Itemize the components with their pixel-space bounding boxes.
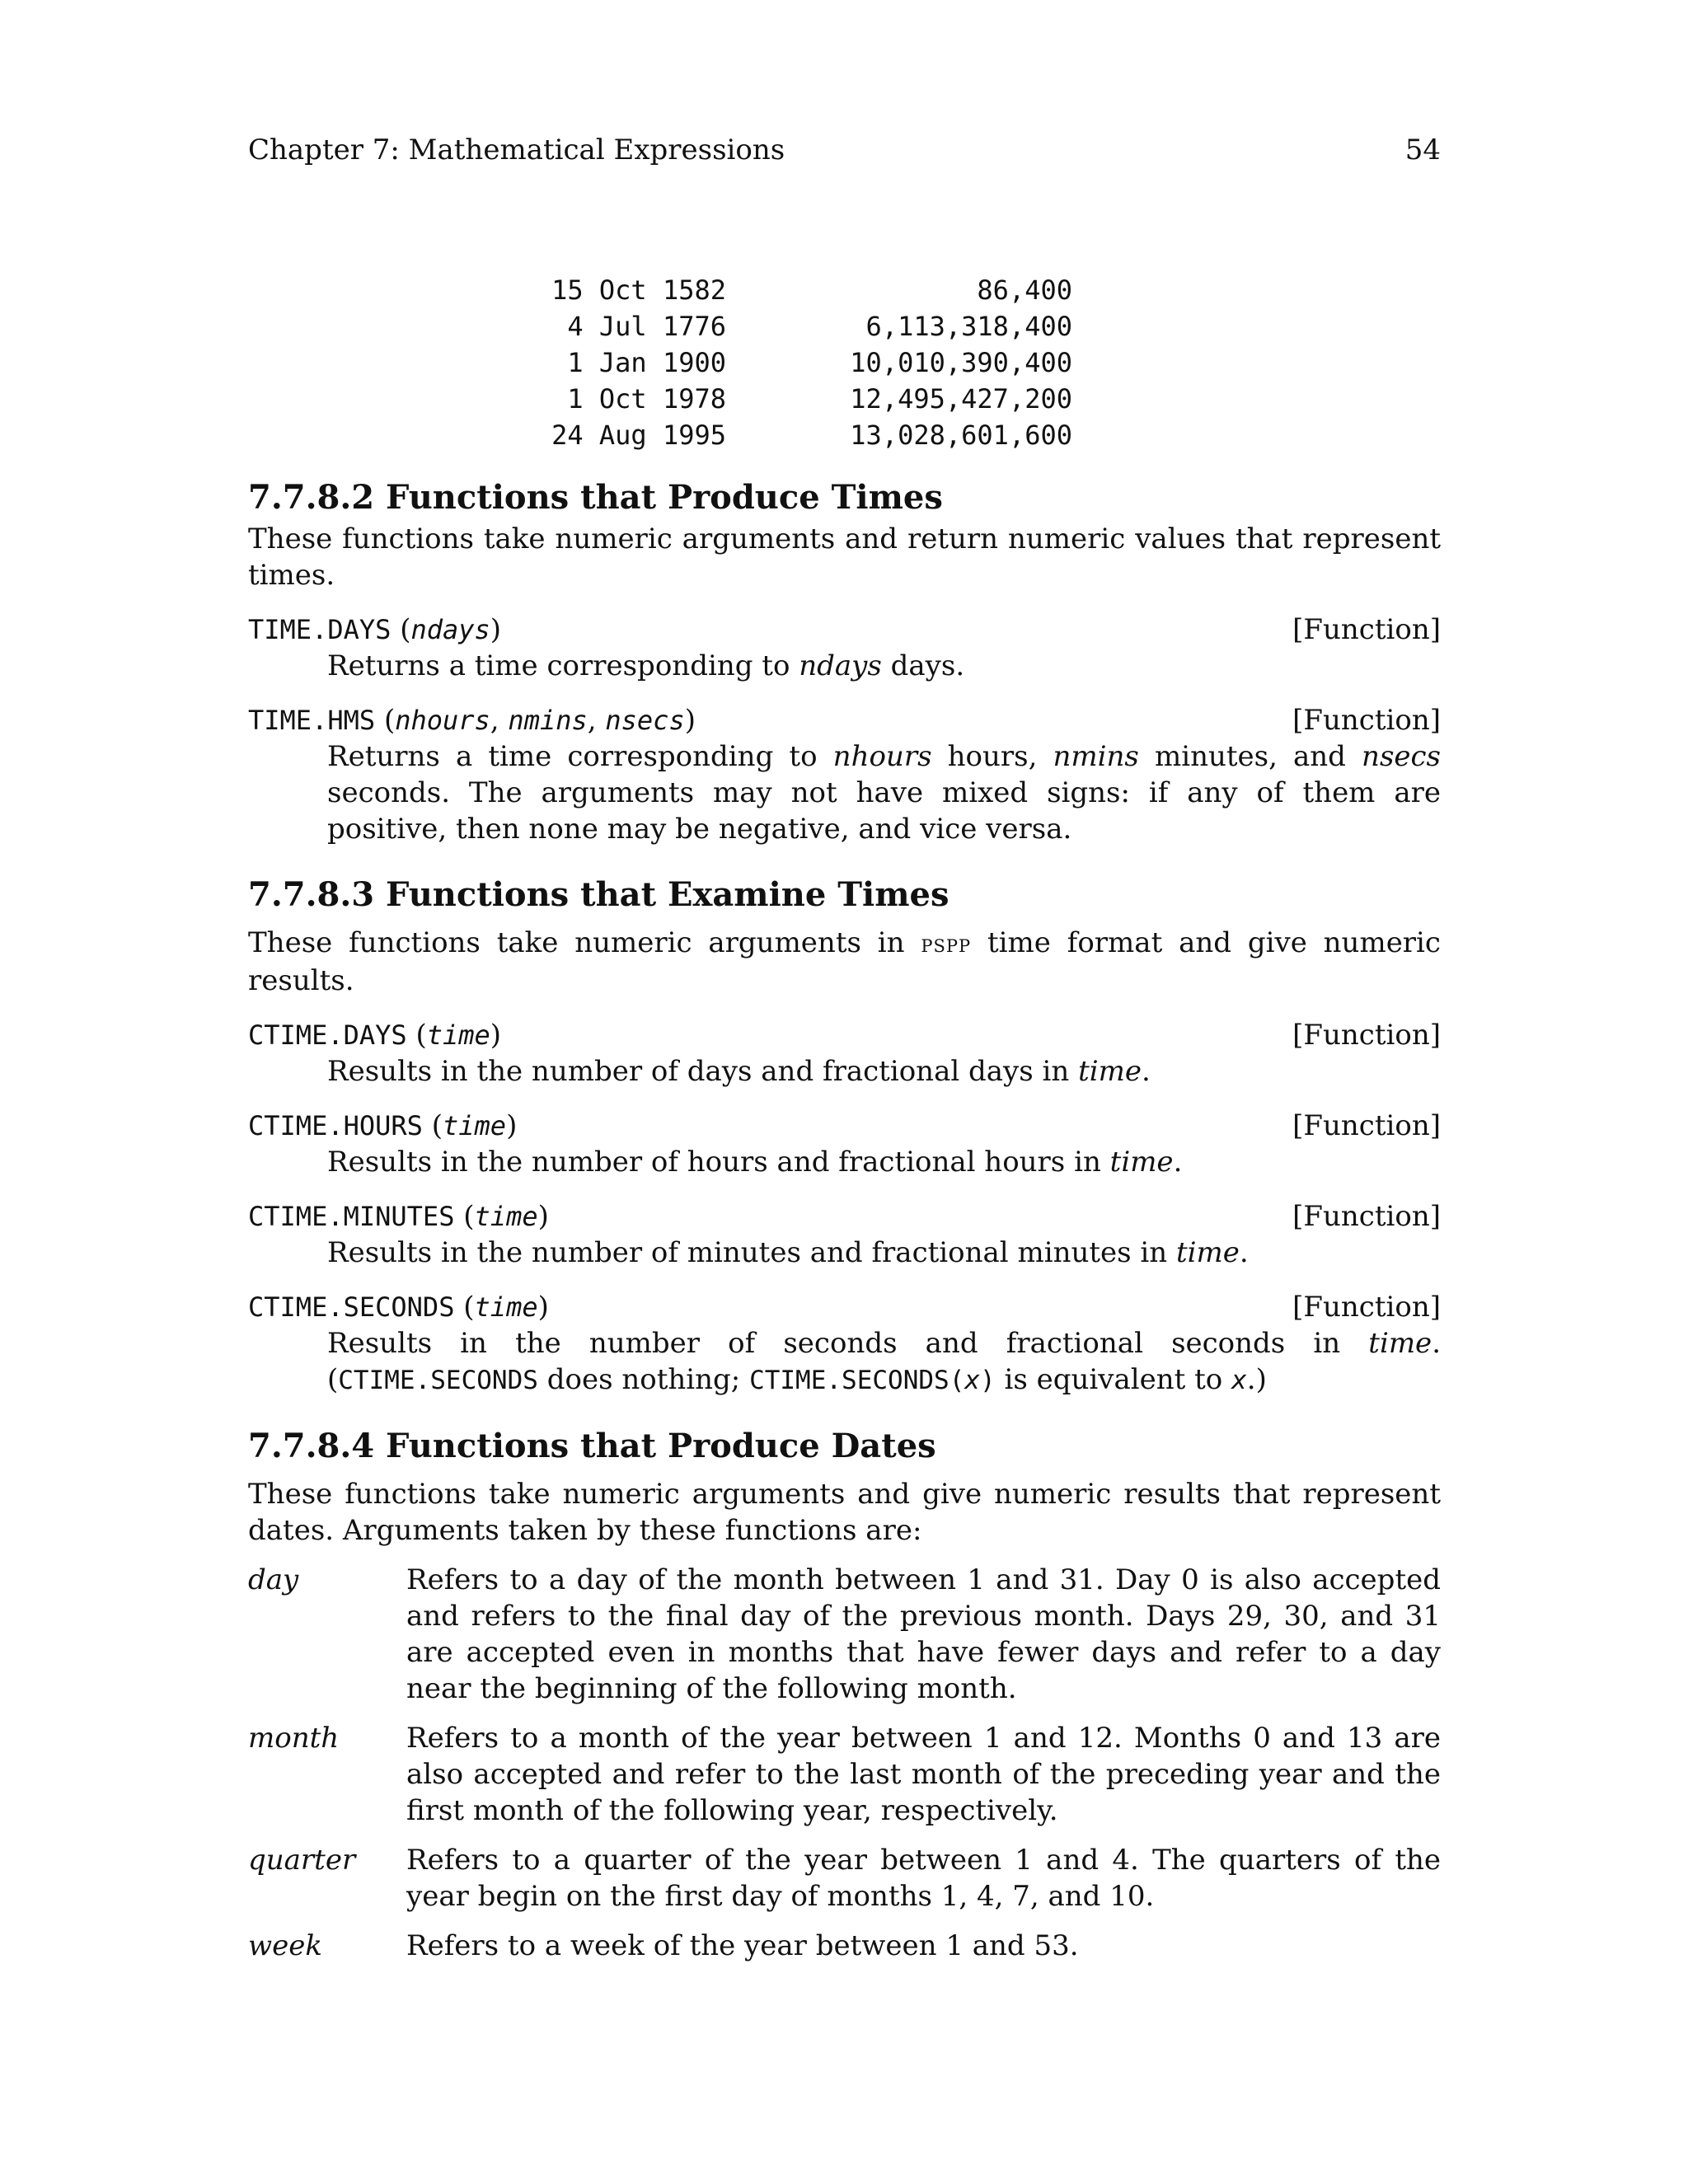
table-cell-date: 4 Jul 1776 [567, 311, 726, 342]
table-row [537, 417, 1072, 453]
section-produce-times [248, 475, 1441, 847]
section-heading: 7.7.8.2 Functions that Produce Times [248, 478, 943, 517]
function-name: TIME.HMS [248, 705, 376, 736]
function-name: CTIME.DAYS [248, 1019, 407, 1051]
term-name: month [248, 1722, 340, 1755]
table-cell-seconds: 6,113,318,400 [865, 311, 1072, 342]
chapter-title: Chapter 7: Mathematical Expressions [248, 134, 785, 166]
function-args: time [443, 1110, 507, 1141]
function-name: TIME.DAYS [248, 614, 392, 645]
term-name: day [248, 1563, 299, 1596]
table-cell-seconds: 10,010,390,400 [850, 347, 1072, 378]
function-definition: CTIME.HOURS (time) [Function] Results in the number of hours and fractional hours in time. [248, 1109, 1441, 1179]
main-content [248, 475, 1441, 1977]
function-definition: CTIME.SECONDS (time) [Function] Results in the number of seconds and fractional seconds in time. (CTIME.SECONDS does nothing; CTIME.SECONDS(x) is equivalent to x.) [248, 1289, 1441, 1399]
term-description: Refers to a week of the year between 1 and 53. [406, 1929, 1079, 1962]
function-definition: CTIME.MINUTES (time) [Function] Results in the number of minutes and fractional minutes in time. [248, 1200, 1441, 1269]
function-kind-label: [Function] [1292, 704, 1441, 737]
section-examine-times [248, 872, 1441, 1399]
term-description: Refers to a quarter of the year between 1 and 4. The quarters of the year begin on the first day of months 1, 4, 7, and 10. [406, 1844, 1441, 1913]
argument-list [248, 1562, 1441, 1964]
list-item [248, 1928, 1441, 1964]
function-args: time [474, 1201, 538, 1232]
function-args: time [474, 1291, 538, 1323]
document-page [248, 0, 1441, 2184]
function-arg: nhours [395, 705, 490, 736]
function-description: Returns a time corresponding to nhours hours, nmins minutes, and nsecs seconds. The arguments may not have mixed signs: if any of them are positive, then none may be negative, and vice versa. [327, 740, 1442, 846]
function-kind-label: [Function] [1292, 1109, 1441, 1142]
function-kind-label: [Function] [1292, 1200, 1441, 1233]
table-cell-seconds: 12,495,427,200 [850, 383, 1072, 415]
function-description: Results in the number of days and fractional days in time. [327, 1055, 1151, 1088]
function-name: CTIME.HOURS [248, 1110, 423, 1141]
function-name: CTIME.SECONDS [248, 1291, 455, 1323]
list-item [248, 1562, 1441, 1707]
function-definition: CTIME.DAYS (time) [Function] Results in the number of days and fractional days in time. [248, 1019, 1441, 1088]
table-row [537, 381, 1072, 417]
term-name: week [248, 1929, 322, 1962]
table-cell-date: 24 Aug 1995 [551, 419, 726, 451]
table-cell-date: 1 Oct 1978 [567, 383, 726, 415]
function-definition: TIME.HMS (nhours, nmins, nsecs) [Function] Returns a time corresponding to nhours hours, nmins minutes, and nsecs seconds. The arguments may not have mixed signs: if any of them are positive, then none may be negative, and vice versa. [248, 704, 1442, 846]
function-kind-label: [Function] [1292, 1019, 1441, 1052]
section-heading: 7.7.8.3 Functions that Examine Times [248, 875, 950, 914]
table-row [537, 344, 1072, 381]
page-header [248, 132, 1441, 168]
section-intro: These functions take numeric arguments in pspp time format and give numeric results. [248, 926, 1441, 997]
function-arg: nsecs [605, 705, 685, 736]
table-cell-date: 15 Oct 1582 [551, 274, 726, 306]
term-description: Refers to a month of the year between 1 and 12. Months 0 and 13 are also accepted and refer to the last month of the preceding year and the first month of the following year, respectively. [406, 1722, 1441, 1827]
function-definition: TIME.DAYS (ndays) [Function] Returns a time corresponding to ndays days. [248, 613, 1441, 682]
table-row [537, 308, 1072, 344]
function-description: Returns a time corresponding to ndays days. [327, 649, 965, 682]
function-name: CTIME.MINUTES [248, 1201, 455, 1232]
function-args: time [426, 1019, 490, 1051]
table-cell-seconds: 13,028,601,600 [850, 419, 1072, 451]
list-item [248, 1720, 1441, 1829]
table-row [537, 272, 1072, 308]
date-seconds-table [537, 272, 1072, 453]
function-kind-label: [Function] [1292, 613, 1441, 646]
term-name: quarter [248, 1844, 356, 1877]
table-cell-seconds: 86,400 [977, 274, 1072, 306]
page-number: 54 [1404, 134, 1441, 166]
function-args: ndays [410, 614, 490, 645]
table-cell-date: 1 Jan 1900 [567, 347, 726, 378]
function-description: Results in the number of hours and fractional hours in time. [327, 1146, 1183, 1179]
term-description: Refers to a day of the month between 1 and 31. Day 0 is also accepted and refers to the final day of the previous month. Days 29, 30, and 31 are accepted even in months that have fewer days and refer to a day near the beginning of the following month. [406, 1563, 1441, 1705]
function-arg: nmins [508, 705, 588, 736]
section-intro: These functions take numeric arguments and give numeric results that represent dates. Arguments taken by these functions are: [248, 1478, 1441, 1547]
section-heading: 7.7.8.4 Functions that Produce Dates [248, 1427, 936, 1465]
section-produce-dates [248, 1423, 1441, 1964]
list-item [248, 1842, 1441, 1915]
function-kind-label: [Function] [1292, 1291, 1441, 1324]
function-description: Results in the number of minutes and fractional minutes in time. [327, 1236, 1249, 1269]
section-intro: These functions take numeric arguments and return numeric values that represent times. [248, 523, 1441, 592]
function-description: Results in the number of seconds and fractional seconds in time. (CTIME.SECONDS does nothing; CTIME.SECONDS(x) is equivalent to x.) [327, 1327, 1441, 1396]
